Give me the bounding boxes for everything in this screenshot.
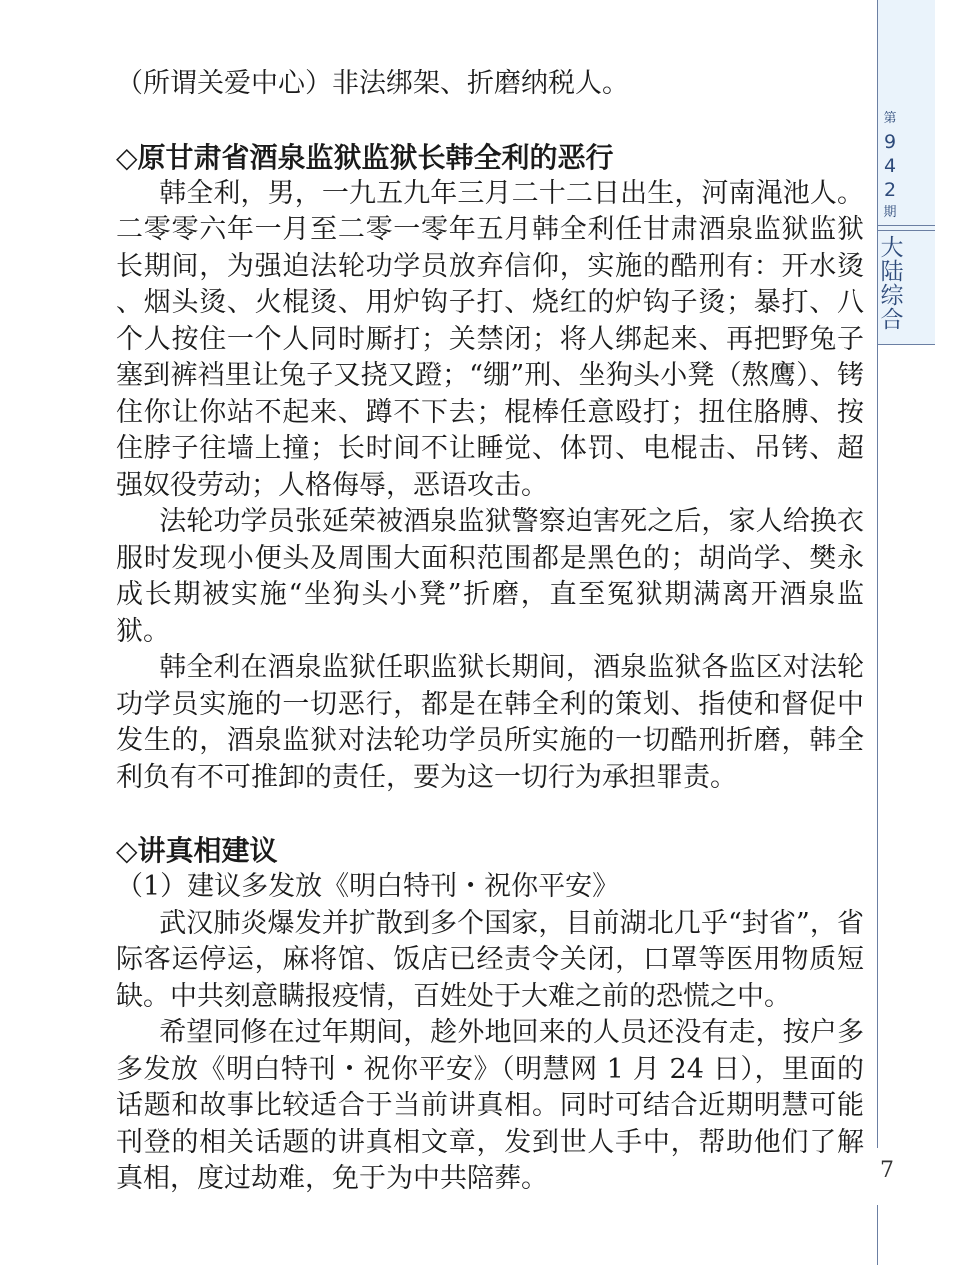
issue-suffix: 期: [883, 205, 897, 220]
section-char: 大: [880, 235, 904, 261]
issue-digit: 2: [883, 179, 897, 201]
section-label: [878, 236, 906, 332]
issue-digit: 4: [883, 155, 897, 177]
subheading: （1）建议多发放《明白特刊・祝你平安》: [116, 871, 620, 902]
section-heading-han-quanli: ◇原甘肃省酒泉监狱监狱长韩全利的恶行: [116, 140, 614, 174]
sidebar-rule: [878, 225, 935, 226]
paragraph: 希望同修在过年期间，趁外地回来的人员还没有走，按户多多发放《明白特刊・祝你平安》（明慧网 1 月 24 日），里面的话题和故事比较适合于当前讲真相。同时可结合近期明慧可能刊登的相关话题的讲真相文章，发到世人手中，帮助他们了解真相，度过劫难，免于为中共陪葬。: [116, 1017, 864, 1194]
sidebar-rule: [878, 344, 935, 345]
sidebar: [875, 0, 935, 1265]
section-char: 陆: [880, 259, 904, 285]
section-char: 综: [880, 283, 904, 309]
sidebar-rule: [878, 230, 935, 231]
paragraph: 法轮功学员张延荣被酒泉监狱警察迫害死之后，家人给换衣服时发现小便头及周围大面积范围都是黑色的；胡尚学、樊永成长期被实施“坐狗头小凳”折磨，直至冤狱期满离开酒泉监狱。: [116, 506, 864, 647]
issue-digit: 9: [883, 131, 897, 153]
article-body: [116, 66, 864, 1198]
spacer: [116, 103, 864, 139]
issue-prefix: 第: [883, 111, 897, 126]
paragraph: 韩全利，男，一九五九年三月二十二日出生，河南渑池人。二零零六年一月至二零一零年五月韩全利任甘肃酒泉监狱监狱长期间，为强迫法轮功学员放弃信仰，实施的酷刑有：开水烫 、烟头烫、火棍烫、用炉钩子打、烧红的炉钩子烫；暴打、八个人按住一个人同时厮打；关禁闭；将人绑起来、再把野兔子塞到裤裆里让兔子又挠又蹬；“绷”刑、坐狗头小凳（熬鹰）、铐住你让你站不起来、蹲不下去；棍棒任意殴打；扭住胳膊、按住脖子往墙上撞；长时间不让睡觉、体罚、电棍击、吊铐、超强奴役劳动；人格侮辱，恶语攻击。: [116, 177, 864, 501]
paragraph: 韩全利在酒泉监狱任职监狱长期间，酒泉监狱各监区对法轮功学员实施的一切恶行，都是在韩全利的策划、指使和督促中发生的，酒泉监狱对法轮功学员所实施的一切酷刑折磨，韩全利负有不可推卸的责任，要为这一切行为承担罪责。: [116, 652, 864, 793]
section-heading-suggestions: ◇讲真相建议: [116, 834, 278, 867]
issue-number: [878, 108, 902, 224]
paragraph: 武汉肺炎爆发并扩散到多个国家，目前湖北几乎“封省”，省际客运停运，麻将馆、饭店已经责令关闭，口罩等医用物质短缺。中共刻意瞒报疫情，百姓处于大难之前的恐慌之中。: [116, 907, 864, 1012]
section-char: 合: [880, 307, 904, 333]
spacer: [116, 796, 864, 832]
continued-line: （所谓关爱中心）非法绑架、折磨纳税人。: [116, 68, 629, 99]
page-number: 7: [880, 1158, 894, 1183]
sidebar-divider-line-bottom: [877, 1205, 878, 1265]
